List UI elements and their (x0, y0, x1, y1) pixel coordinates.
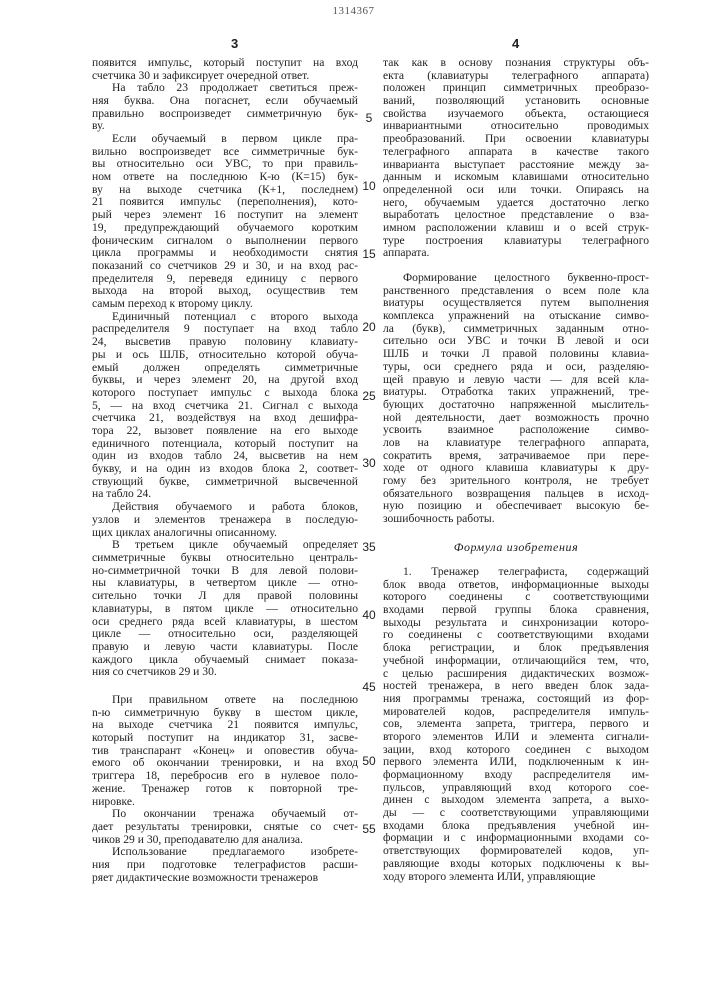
text-line: симметричные буквы относительно централь- (92, 552, 358, 565)
claims-heading: Формула изобретения (382, 540, 650, 555)
text-line: ву на выходе счетчика (К+1, последнем) (92, 184, 358, 197)
text-line: На табло 23 продолжает светиться преж- (92, 82, 358, 95)
text-line: ряет дидактические возможности тренажеров (92, 872, 358, 885)
text-line: преобразований. При освоении клавиатуры (383, 133, 649, 146)
text-line: инварианта выступает расстояние между за- (383, 159, 649, 172)
text-line: Действия обучаемого и работа блоков, (92, 501, 358, 514)
text-line: ходу второго элемента ИЛИ, управляющие (383, 871, 649, 884)
text-line: 21 появится импульс (переполнения), кото- (92, 196, 358, 209)
text-line: положен принцип симметричных преобразо- (383, 82, 649, 95)
text-line: которого поступает импульс с выхода блока (92, 387, 358, 400)
text-line: формационному входу распределителя им- (383, 769, 649, 782)
margin-line-number: 55 (361, 822, 377, 836)
text-line: ходе от одного клавиша клавиатуры к дру- (383, 462, 649, 475)
text-line: комплекса упражнений на отыскание симво- (383, 310, 649, 323)
text-line: чиков 29 и 30, преподавателю для анализа. (92, 834, 358, 847)
text-line: гому без зрительного контроля, не требует (383, 475, 649, 488)
text-line: мирователей кодов, распределителя импуль- (383, 706, 649, 719)
text-line: самым переход к второму циклу. (92, 298, 358, 311)
paragraph (92, 57, 358, 82)
text-line: ры и ось ШЛБ, относительно которой обуча- (92, 349, 358, 362)
text-line: буквы, и через элемент 20, на другой вход (92, 374, 358, 387)
text-line: ствующий букве, симметричной высвеченной (92, 476, 358, 489)
text-line: 1. Тренажер телеграфиста, содержащий (383, 566, 649, 579)
text-line: 5, — на вход счетчика 21. Сигнал с выхода (92, 400, 358, 413)
text-line: Формирование целостного буквенно-прост- (383, 272, 649, 285)
text-line: счетчика 30 и зафиксирует очередной ответ. (92, 70, 358, 83)
text-line: ния при подготовке телеграфистов расши- (92, 859, 358, 872)
paragraph (92, 133, 358, 311)
text-line: аппарата. (383, 247, 649, 260)
paragraph (92, 501, 358, 539)
text-line: цикла программы и необходимости снятия (92, 247, 358, 260)
left-page-number: 3 (231, 36, 238, 51)
text-line: каждого цикла обучаемый снимает показа- (92, 654, 358, 667)
text-line: туры, оси среднего ряда и оси, разделяю- (383, 361, 649, 374)
text-line: один из входов табло 24, высветив на нем (92, 450, 358, 463)
text-line: триггера 18, перебросив его в нулевое поло- (92, 770, 358, 783)
text-line: пульсов, управляющий вход которого сое- (383, 782, 649, 795)
text-line: ностей тренажера, в него введен блок зада- (383, 680, 649, 693)
margin-line-number: 45 (361, 680, 377, 694)
text-line: равляющие входы которых подключены к вы- (383, 858, 649, 871)
text-line: правильно воспроизведет симметричную бук- (92, 108, 358, 121)
text-line: цикле — относительно оси, разделяющей (92, 628, 358, 641)
text-line: емый должен определять симметричные (92, 362, 358, 375)
text-line: туре построения клавиатуры телеграфного (383, 235, 649, 248)
text-line: 19, предупреждающий обучаемого коротким (92, 222, 358, 235)
paragraph (92, 846, 358, 884)
text-line: ла (букв), симметричных заданным отно- (383, 323, 649, 336)
margin-line-number: 40 (361, 608, 377, 622)
text-line: бующих достаточно напряженной мыслитель- (383, 399, 649, 412)
text-line: При правильном ответе на последнюю (92, 694, 358, 707)
text-line: входами первой группы блока сравнения, (383, 604, 649, 617)
text-line: него, обучаемым удается достаточно легко (383, 197, 649, 210)
text-line: усвоить взаимное расположение симво- (383, 424, 649, 437)
text-line: единичного потенциала, который поступит на (92, 438, 358, 451)
text-line: щей правую и левую части — для всей кла- (383, 374, 649, 387)
text-line: инвариантными относительно проводимых (383, 120, 649, 133)
text-line: тив транспарант «Конец» и оповестив обуча- (92, 745, 358, 758)
text-line: определенной оси или точки. Опираясь на (383, 184, 649, 197)
margin-line-number: 50 (361, 754, 377, 768)
text-line: ния программы тренажа, состоящий из фор- (383, 693, 649, 706)
text-line: зации, вход которого соединен с выходом (383, 744, 649, 757)
paragraph (383, 57, 649, 260)
text-line: на табло 24. (92, 488, 358, 501)
text-line: но-симметричной точки В для левой полови- (92, 565, 358, 578)
paragraph (383, 566, 649, 883)
text-line: сительно оси УВС и точки В левой и оси (383, 335, 649, 348)
text-line: динен с выходом элемента запрета, а выхо- (383, 794, 649, 807)
text-line: ответствующих формирователей кодов, уп- (383, 845, 649, 858)
text-line: клавиатуры, в пятом цикле — относительно (92, 603, 358, 616)
text-line: го соединены с соответствующими входами (383, 629, 649, 642)
text-line: правую и левую части клавиатуры. После (92, 641, 358, 654)
text-line: свойства изучаемого объекта, остающиеся (383, 108, 649, 121)
text-line: распределителя 9 поступает на вход табло (92, 323, 358, 336)
text-line: Если обучаемый в первом цикле пра- (92, 133, 358, 146)
patent-number: 1314367 (0, 5, 707, 17)
margin-line-number: 10 (361, 179, 377, 193)
paragraph (92, 82, 358, 133)
margin-line-number: 25 (361, 389, 377, 403)
text-line: с целью расширения дидактических возмож- (383, 668, 649, 681)
text-line: узлов и элементов тренажера в последую- (92, 514, 358, 527)
text-line: ном ответе на последнюю К-ю (К=15) бук- (92, 171, 358, 184)
margin-line-number: 35 (361, 540, 377, 554)
text-line: имном расположении клавиш и о всей струк- (383, 222, 649, 235)
paragraph (383, 272, 649, 526)
paragraph (92, 311, 358, 501)
text-line: ранственного представления о всем поле кла (383, 285, 649, 298)
text-line: на выходе счетчика 21 появится импульс, (92, 719, 358, 732)
text-line: зошибочность работы. (383, 513, 649, 526)
text-line: ной деятельности, дает возможность прочно (383, 412, 649, 425)
text-line: показаний со счетчиков 29 и 30, и на вход рас- (92, 260, 358, 273)
margin-line-number: 15 (361, 247, 377, 261)
text-line: сократить время, затрачиваемое при пере- (383, 450, 649, 463)
text-line: виатуры осуществляется путем выполнения (383, 297, 649, 310)
text-line: Использование предлагаемого изобрете- (92, 846, 358, 859)
text-line: формации и с информационными входами со- (383, 832, 649, 845)
margin-line-number: 30 (361, 456, 377, 470)
text-line: которого соединены с соответствующими (383, 591, 649, 604)
text-line: второго элементов ИЛИ и элемента сигнали- (383, 731, 649, 744)
text-line: 24, высветив правую половину клавиату- (92, 336, 358, 349)
text-line: жение. Тренажер готов к повторной тре- (92, 783, 358, 796)
text-line: щих циклах аналогичны описанному. (92, 527, 358, 540)
text-line: вильно воспроизведет все симметричные бук- (92, 146, 358, 159)
text-line: ШЛБ и точки Л правой половины клавиа- (383, 348, 649, 361)
text-line: пределителя 9, переведя единицу с первого (92, 273, 358, 286)
text-line: ваний, позволяющий установить основные (383, 95, 649, 108)
text-line: блока регистрации, и блок предъявления (383, 642, 649, 655)
text-line: выработать целостное представление о вза- (383, 209, 649, 222)
text-line: обязательного возвращения пальцев в исход- (383, 488, 649, 501)
text-line: появится импульс, который поступит на вход (92, 57, 358, 70)
text-line: По окончании тренажа обучаемый от- (92, 808, 358, 821)
text-line: дает результаты тренировки, снятые со счет- (92, 821, 358, 834)
text-line: фоническим сигналом о выполнении первого (92, 235, 358, 248)
text-line: ды — с соответствующими управляющими (383, 807, 649, 820)
text-line: тора 22, вызовет появление на его выходе (92, 425, 358, 438)
text-line: учебной информации, отличающийся тем, что, (383, 655, 649, 668)
text-line: ны клавиатуры, в четвертом цикле — отно- (92, 577, 358, 590)
text-line: ную позицию и обеспечивает высокую бе- (383, 500, 649, 513)
text-line: лов на клавиатуре телеграфного аппарата, (383, 437, 649, 450)
text-line: выходы результата и синхронизации которо- (383, 617, 649, 630)
text-line: так как в основу познания структуры объ- (383, 57, 649, 70)
text-line: В третьем цикле обучаемый определяет (92, 539, 358, 552)
text-line: нировке. (92, 796, 358, 809)
text-line: сительно точки Л для правой половины (92, 590, 358, 603)
right-page-number: 4 (512, 36, 519, 51)
text-line: входами блока предъявления учебной ин- (383, 820, 649, 833)
text-line: букву, и на один из входов блока 2, соответ- (92, 463, 358, 476)
text-line: который поступит на индикатор 31, засве- (92, 732, 358, 745)
text-line: виатуры. Отработка таких упражнений, тре- (383, 386, 649, 399)
text-line: ния со счетчиков 29 и 30. (92, 666, 358, 679)
text-line: вы относительно оси УВС, то при правиль- (92, 158, 358, 171)
margin-line-number: 20 (361, 320, 377, 334)
text-line: первого элемента ИЛИ, подключенным к ин- (383, 756, 649, 769)
text-line: няя буква. Она погаснет, если обучаемый (92, 95, 358, 108)
text-line: n-ю симметричную букву в шестом цикле, (92, 707, 358, 720)
margin-line-number: 5 (361, 111, 377, 125)
text-line: сов, элемента запрета, триггера, первого и (383, 718, 649, 731)
text-line: емого об окончании тренировки, и на вход (92, 757, 358, 770)
paragraph (92, 539, 358, 679)
paragraph (92, 808, 358, 846)
text-line: данным и искомым клавишами относительно (383, 171, 649, 184)
text-line: телеграфного аппарата в качестве такого (383, 146, 649, 159)
text-line: екта (клавиатуры телеграфного аппарата) (383, 70, 649, 83)
text-line: рый через элемент 16 поступит на элемент (92, 209, 358, 222)
text-line: счетчика 21, воздействуя на вход дешифра- (92, 412, 358, 425)
text-line: Единичный потенциал с второго выхода (92, 311, 358, 324)
text-line: ву. (92, 120, 358, 133)
text-line: оси среднего ряда всей клавиатуры, в шестом (92, 616, 358, 629)
text-line: выхода на второй выход, осуществив тем (92, 285, 358, 298)
text-line: блок ввода ответов, информационные выходы (383, 579, 649, 592)
paragraph (92, 694, 358, 808)
